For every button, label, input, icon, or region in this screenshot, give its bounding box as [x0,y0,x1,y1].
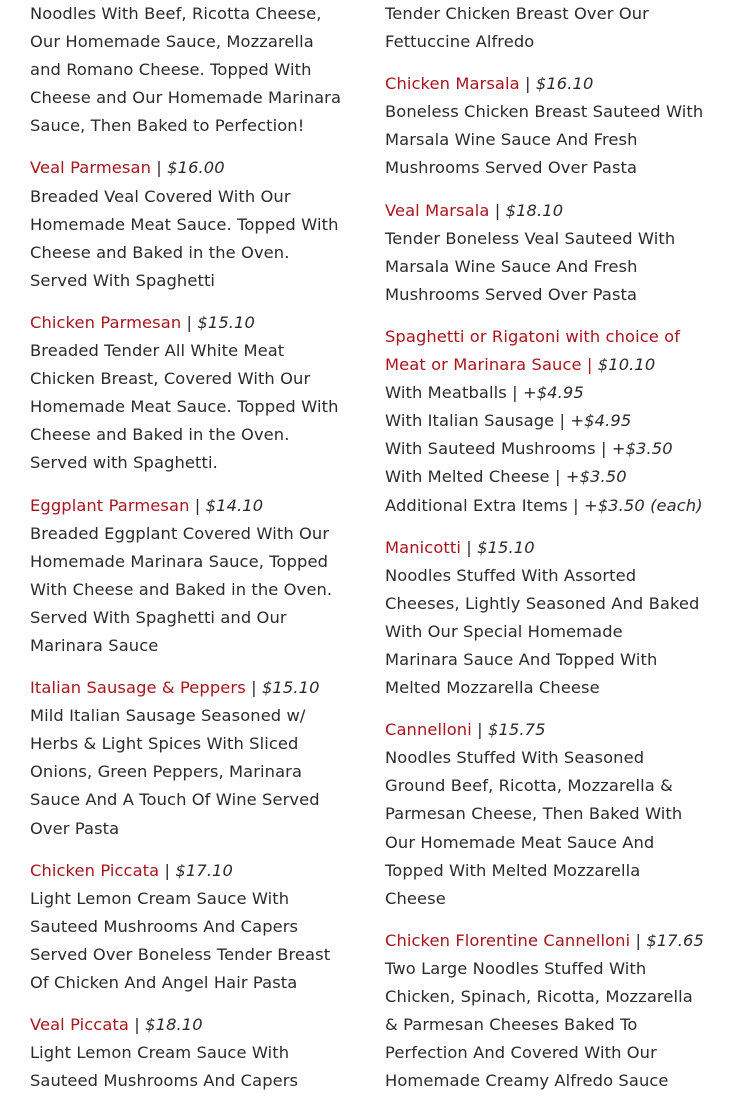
item-name-link[interactable]: Chicken Piccata [30,860,160,880]
item-name-link[interactable]: Manicotti [385,537,461,557]
item-description-line: With Cheese and Baked in the Oven. [30,579,333,599]
menu-item-chicken-marsala [385,70,715,182]
item-name-link[interactable]: Chicken Florentine Cannelloni [385,930,631,950]
item-description-line: Marsala Wine Sauce And Fresh [385,256,638,276]
item-price: $17.65 [646,930,704,950]
item-description-line: Breaded Veal Covered With Our [30,186,291,206]
price-separator: | [186,312,193,332]
price-separator: | [477,720,483,740]
item-price: $17.10 [175,860,233,880]
menu-item-eggplant-parmesan [30,492,350,661]
item-description-line: Served with Spaghetti. [30,453,218,473]
addon-label: With Meatballs [385,383,507,403]
item-description-line: Cheese and Baked in the Oven. [30,425,290,445]
item-description-line: Noodles With Beef, Ricotta Cheese, [30,4,322,23]
item-description-line: Cheese and Baked in the Oven. [30,242,290,262]
item-price: $16.00 [167,158,225,178]
addon-row [385,463,715,491]
item-description-line: Breaded Tender All White Meat [30,341,285,361]
item-description-line: Our Homemade Sauce, Mozzarella [30,32,314,52]
item-price: $15.75 [488,720,546,740]
item-price: $16.10 [535,74,594,94]
item-description-line: Parmesan Cheese, Then Baked With [385,804,683,824]
item-description-line: Light Lemon Cream Sauce With [30,888,290,908]
item-description-line: Herbs & Light Spices With Sliced [30,734,299,754]
item-name-link[interactable]: Eggplant Parmesan [30,495,190,515]
item-price: $18.10 [505,200,564,220]
item-description-line: Light Lemon Cream Sauce With [30,1043,290,1063]
menu-item-spaghetti-rigatoni [385,323,715,520]
item-description-line: Tender Chicken Breast Over Our [385,4,649,23]
price-separator: | [251,678,257,698]
addon-row [385,435,715,463]
item-name-link[interactable]: Cannelloni [385,720,472,740]
item-description-line: Mushrooms Served Over Pasta [385,284,638,304]
item-heading [385,70,715,98]
item-price: $18.10 [145,1015,203,1035]
menu-item-chicken-florentine-cannelloni [385,927,715,1096]
item-heading [30,1011,350,1039]
menu-column-right [385,0,715,1109]
price-separator: | [512,383,518,403]
item-description-line: Topped With Melted Mozzarella [385,860,641,880]
item-name-link[interactable]: Chicken Parmesan [30,312,182,332]
price-separator: | [466,537,472,557]
menu-item-veal-parmesan [30,154,350,294]
item-description-line: Of Chicken And Angel Hair Pasta [30,973,298,992]
item-description-line: Two Large Noodles Stuffed With [385,958,647,978]
addon-label: With Sauteed Mushrooms [385,439,596,459]
item-description-line: Ground Beef, Ricotta, Mozzarella & [385,776,673,796]
addon-price: +$3.50 [611,439,673,459]
item-description-line: Homemade Creamy Alfredo Sauce [385,1071,669,1091]
price-separator: | [134,1015,140,1035]
price-separator: | [164,860,171,880]
addon-row [385,407,715,435]
item-description-line: Cheese and Our Homemade Marinara [30,88,342,108]
addon-price: +$3.50 (each) [583,495,703,515]
item-price: $14.10 [205,495,264,515]
item-description-line: Served With Spaghetti and Our [30,607,287,627]
item-description-line: Noodles Stuffed With Seasoned [385,748,645,768]
price-separator: | [494,200,501,220]
item-name-link[interactable]: Veal Marsala [385,200,490,220]
item-heading [30,857,350,885]
item-description-line: Sauce And A Touch Of Wine Served [30,790,320,810]
menu-item-continued [30,0,350,140]
addon-price: +$4.95 [570,411,632,431]
addon-row [385,492,715,520]
item-name-link[interactable]: Veal Piccata [30,1015,129,1035]
item-price: $15.10 [197,312,255,332]
price-separator: | [194,495,201,515]
item-description-line: Mild Italian Sausage Seasoned w/ [30,706,306,726]
item-heading [30,492,350,520]
item-price: $15.10 [477,537,535,557]
item-heading [30,674,350,702]
item-description-line: & Parmesan Cheeses Baked To [385,1015,638,1035]
item-description-line: Breaded Eggplant Covered With Our [30,523,330,543]
item-price: $15.10 [261,678,320,698]
addon-label: With Italian Sausage [385,411,555,431]
item-description-line: Tender Boneless Veal Sauteed With [385,228,676,248]
item-description-line: Mushrooms Served Over Pasta [385,158,638,178]
menu-item-continued [385,0,715,56]
item-description-line: Chicken Breast, Covered With Our [30,369,311,389]
item-name-link[interactable]: Italian Sausage & Peppers [30,678,246,698]
item-description-line: Perfection And Covered With Our [385,1043,657,1063]
item-description-line: Fettuccine Alfredo [385,32,535,52]
item-heading [385,351,715,379]
item-description-line: Marinara Sauce [30,635,159,655]
item-name-link[interactable]: Meat or Marinara Sauce [385,355,582,375]
item-description-line: With Our Special Homemade [385,621,623,641]
item-name-link[interactable]: Spaghetti or Rigatoni with choice of [385,326,681,346]
item-description-line: Marinara Sauce And Topped With [385,649,658,669]
item-heading [385,534,715,562]
item-description-line: Boneless Chicken Breast Sauteed With [385,102,704,122]
item-description-line: Noodles Stuffed With Assorted [385,565,637,585]
menu-column-left [30,0,350,1109]
item-description-line: Homemade Meat Sauce. Topped With [30,214,339,234]
item-description-line: Sauce, Then Baked to Perfection! [30,116,305,136]
item-description-line: Cheese [385,888,446,908]
item-price: $10.10 [597,355,656,375]
item-description-line: Homemade Meat Sauce. Topped With [30,397,339,417]
item-description-line: Homemade Marinara Sauce, Topped [30,551,329,571]
item-description-line: Chicken, Spinach, Ricotta, Mozzarella [385,987,693,1006]
item-heading [385,716,715,744]
addon-price: +$3.50 [565,467,627,487]
item-description-line: Sauteed Mushrooms And Capers [30,1071,299,1091]
item-description-line: Served Over Boneless Tender Breast [30,944,331,964]
addon-row [385,379,715,407]
item-description-line: Marsala Wine Sauce And Fresh [385,130,638,150]
item-description-line: Our Homemade Meat Sauce And [385,832,655,852]
item-name-link[interactable]: Chicken Marsala [385,74,520,94]
item-heading [385,197,715,225]
menu-item-italian-sausage-peppers [30,674,350,843]
price-separator: | [524,74,531,94]
item-description-line: Sauteed Mushrooms And Capers [30,916,299,936]
addon-price: +$4.95 [522,383,584,403]
menu-item-chicken-piccata [30,857,350,997]
price-separator: | [156,158,162,178]
item-heading [30,309,350,337]
menu-item-manicotti [385,534,715,703]
item-description-line: Served With Spaghetti [30,270,216,290]
menu-item-cannelloni [385,716,715,913]
price-separator: | [600,439,607,459]
price-separator: | [554,467,561,487]
menu-item-veal-marsala [385,197,715,309]
item-name-link[interactable]: Veal Parmesan [30,158,151,178]
price-separator: | [559,411,566,431]
item-description-line: Over Pasta [30,818,120,838]
item-heading [30,154,350,182]
item-description-line: and Romano Cheese. Topped With [30,60,312,80]
item-description-line: Cheeses, Lightly Seasoned And Baked [385,593,700,613]
price-separator: | [586,355,593,375]
price-separator: | [635,930,642,950]
addon-label: Additional Extra Items [385,495,568,515]
item-description-line: Melted Mozzarella Cheese [385,678,600,698]
addon-label: With Melted Cheese [385,467,550,487]
menu-item-chicken-parmesan [30,309,350,478]
item-description-line: Onions, Green Peppers, Marinara [30,762,303,782]
price-separator: | [573,495,579,515]
menu-item-veal-piccata [30,1011,350,1095]
item-heading [385,927,715,955]
